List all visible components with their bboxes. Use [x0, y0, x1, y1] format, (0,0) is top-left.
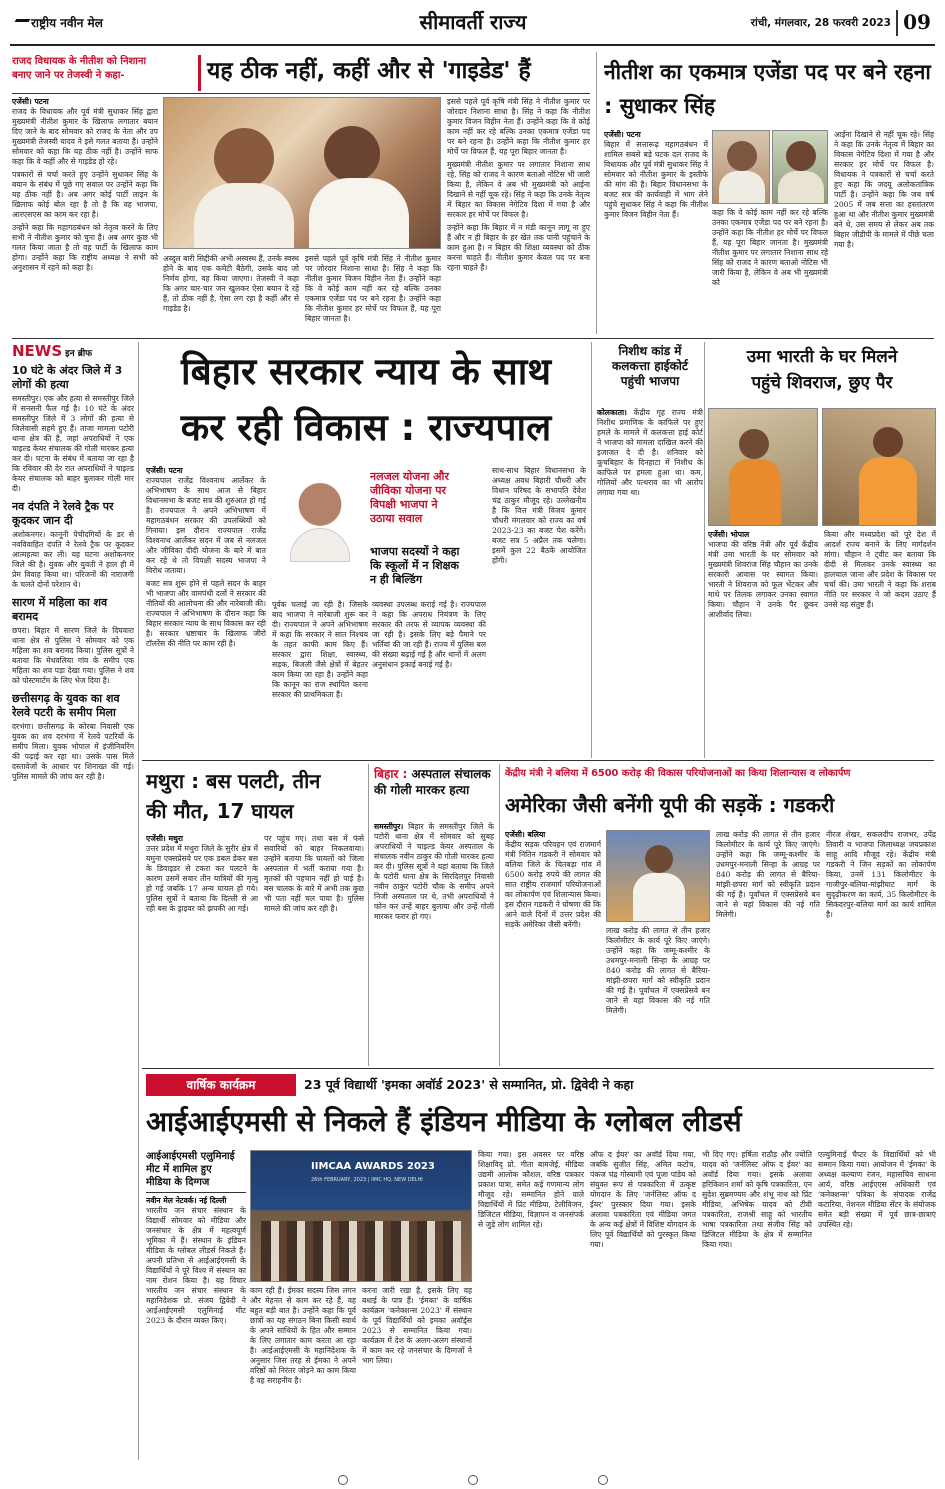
nitish-photo [712, 130, 770, 204]
paper-logo [14, 14, 184, 34]
iimc-awards-photo: IIMCAA AWARDS 2023 26th FEBRUARY, 2023 | IIMC HQ, NEW DELHI [250, 1150, 472, 1282]
registration-mark-icon [338, 1475, 348, 1485]
tejashwi-kicker: राजद विधायक के नीतीश को निशाना बनाए जाने पर तेजस्वी ने कहा- [12, 56, 147, 81]
bjp-court-col1: कोलकाता। केंद्रीय गृह राज्य मंत्री निशीथ प्रमाणिक के काफिले पर हुए हमले के मामले में कलकत्ता हाई कोर्ट ने भाजपा को मामला दाखिल करने की इजाजत दे दी है। शनिवार को कूचबिहार के दिनहाटा में निशीथ के काफिले पर हमला हुआ था। कम, गोलियों और पत्थराव का भी आरोप लगाया गया था। [597, 408, 703, 497]
news-brief-item: छत्तीसगढ़ के युवक का शव रेलवे पटरी के समीप मिला दरभंगा। छत्तीसगढ़ के कोरबा निवासी एक युवक का शव दरभंगा में रेलवे पटरियों के समीप मिला। युवक भोपाल में इंजीनियरिंग की पढ़ाई कर रहा था। उसके पास मिले दस्तावेजों के आधार पर शिनाख्त की गई। पुलिस मामले की जांच कर रही है। [12, 692, 134, 781]
iimc-col5: ऑफ द ईयर' का अवॉर्ड दिया गया, जबकि सुजीत सिंह, अमित कटोच, पंकज चंद्र गोस्वामी एवं पूजा पांडेय को संयुक्त रूप से पत्रकारिता में उत्कृष्ट योगदान के लिए 'जर्नलिस्ट ऑफ द ईयर' पुरस्कार दिया गया। इसके अलावा पत्रकारिता एवं मीडिया जगत के अन्य कई क्षेत्रों में विशिष्ट योगदान के लिए पूर्व विद्यार्थियों को पुरस्कृत किया गया। [590, 1150, 696, 1249]
registration-mark-icon [598, 1475, 608, 1485]
tejashwi-headline: यह ठीक नहीं, कहीं और से 'गाइडेड' हैं [198, 55, 590, 91]
registration-mark-icon [468, 1475, 478, 1485]
uma-col1: एजेंसी। भोपाल भाजपा की वरिष्ठ नेत्री और पूर्व केंद्रीय मंत्री उमा भारती के घर सोमवार को मुख्यमंत्री शिवराज सिंह चौहान का उनके सरकारी आवास पर स्वागत किया। भारती ने शिवराज को फूल भेंटकर और माथे पर तिलक लगाकर उनका स्वागत किया। चौहान ने उनके पैर छूकर आशीर्वाद लिया। [708, 530, 818, 619]
governor-photo [272, 466, 368, 562]
bird-icon [14, 19, 30, 27]
sudhakar-headline: नीतीश का एकमात्र एजेंडा पद पर बने रहना : सुधाकर सिंह [604, 60, 931, 118]
gadkari-headline: अमेरिका जैसी बनेंगी यूपी की सड़कें : गडकरी [505, 793, 835, 817]
governor-col2: पूर्वक चलाई जा रही है। जिसके बाद भाजपा ने नारेबाजी शुरू कर दी। राज्यपाल ने अपने अभिभाषण में कहा कि सरकार ने सात निश्चय के तहत काफी काम किए हैं। सरकार द्वारा शिक्षा, स्वास्थ्य, सड़क, बिजली जैसे क्षेत्रों में बेहतर काम किया जा रहा है। उन्होंने कहा कि कानून का राज स्थापित करना सरकार की प्राथमिकता है। [272, 600, 368, 699]
iimc-headline: आईआईएमसी से निकले हैं इंडियन मीडिया के ग्लोबल लीडर्स [146, 1106, 742, 1138]
mathura-col2: पर पहुंच गए। तथा बस में फंसे सवारियों को बाहर निकलवाया। उन्होंने बताया कि घायलों को जिला अस्पताल में भर्ती कराया गया है। मृतकों की पहचान नहीं हो पाई है। बस चालक के बारे में अभी तक कुछ भी पता नहीं चल पाया है। पुलिस मामले की जांच कर रही है। [264, 834, 364, 913]
uma-shivraj-photo-1 [708, 408, 818, 526]
tejashwi-col4: इससे पहले पूर्व कृषि मंत्री सिंह ने नीतीश कुमार पर जोरदार निशाना साधा है। सिंह ने कहा कि नीतीश कुमार विजन विहीन नेता हैं। उन्होंने कहा कि वे कोई काम नहीं कर रहे बल्कि उनका एकमात्र एजेंडा पद पर बने रहना है। उन्होंने कहा कि नीतीश कुमार हर मोर्चे पर विफल हैं, यह पूरा बिहार जानता है। [305, 254, 441, 323]
person-figure [309, 178, 409, 249]
bjp-court-headline: निशीथ कांड में कलकत्ता हाईकोर्ट पहुंची भाजपा [612, 344, 688, 388]
news-brief-item: सारण में महिला का शव बरामद छपरा। बिहार में सारण जिले के दिघवारा थाना क्षेत्र से पुलिस ने सोमवार को एक महिला का शव बरामद किया। पुलिस सूत्रों ने बताया कि मेथवलिया गांव के समीप एक महिला का शव पड़ा देखा गया। पुलिस ने शव को पोस्टमार्टम के लिए भेज दिया है। [12, 596, 134, 685]
gadkari-banner: केंद्रीय मंत्री ने बलिया में 6500 करोड़ की विकास परियोजनाओं का किया शिलान्यास व लोकार्पण [505, 768, 851, 779]
sudhakar-photo [772, 130, 828, 204]
iimc-box: आईआईएमसी एलुमिनाई मीट में शामिल हुए मीडिया के दिग्गज नवीन मेल नेटवर्क। नई दिल्ली भारतीय जन संचार संस्थान के विद्यार्थी सोमवार को मीडिया और जनसंचार के क्षेत्र में महत्वपूर्ण भूमिका में हैं। संस्थान के इंडियन मीडिया के ग्लोबल लीडर्स निकले हैं। अपनी प्रतिभा से आईआईएमसी के विद्यार्थियों ने पूरे विश्व में संस्थान का नाम रोशन किया है। यह विचार भारतीय जन संचार संस्थान के महानिदेशक प्रो. संजय द्विवेदी ने आईआईएमसी एलुमिनाई मीट 2023 के दौरान व्यक्त किए। [146, 1151, 246, 1325]
person-figure [324, 126, 380, 182]
news-brief-item: 10 घंटे के अंदर जिले में 3 लोगों की हत्या समस्तीपुर। एक और हत्या से समस्तीपुर जिले में सनसनी फैल गई है। 10 घंटे के अंदर समस्तीपुर जिले में 3 लोगों की हत्या से जिलेवासी सहमे हुए हैं। ताजा मामला पटोरी थाना क्षेत्र की है, जहां अपराधियों ने एक चाइल्ड केयर संचालक की गोली मारकर हत्या कर दी। घटना के संबंध में बताया जा रहा है कि रविवार की देर रात अपराधियों ने चाइल्ड केयर संचालक को बाहर बुलाकर गोली मार दी। [12, 364, 134, 493]
uma-col2: किया और मध्यप्रदेश को पूरे देश में आदर्श राज्य बनाने के लिए मार्गदर्शन मांगा। चौहान ने ट्वीट कर बताया कि दीदी से मिलकर उनके स्वास्थ्य का हालचाल जाना और प्रदेश के विकास पर चर्चा की। उमा भारती ने कहा कि शराब नीति पर सरकार ने जो कदम उठाए हैं उनसे वह संतुष्ट हैं। [824, 530, 936, 609]
person-figure [194, 183, 294, 249]
tejashwi-col5: इससे पहले पूर्व कृषि मंत्री सिंह ने नीतीश कुमार पर जोरदार निशाना साधा है। सिंह ने कहा कि नीतीश कुमार विजन विहीन नेता हैं। उन्होंने कहा कि वे कोई काम नहीं कर रहे बल्कि उनका एकमात्र एजेंडा पद पर बने रहना है। उन्होंने कहा कि नीतीश कुमार हर मोर्चे पर विफल हैं, यह पूरा बिहार जानता है। मुख्यमंत्री नीतीश कुमार पर लगातार निशाना साध रहे, सिंह को राजद ने कारण बताओ नोटिस भी जारी किया है, लेकिन वे अब भी मुख्यमंत्री को आईना दिखाने से नहीं चूक रहे। सिंह ने कहा कि उनके नेतृत्व में बिहार का विकास नेगेटिव दिशा में गया है और सरकार हर मोर्चे पर विफल है। उन्होंने कहा कि बिहार में न मंडी कानून लागू ना हुए हैं और न ही बिहार के हर खेत तक पानी पहुंचाने के काम हुआ है। न बिहार की शिक्षा व्यवस्था को ठीक करना चाहते हैं। नीतीश कुमार केवल पद पर बना रहना चाहते हैं। [447, 97, 590, 272]
gadkari-col4: नीरज शेखर, सकलदीप राजभर, उपेंद्र तिवारी व भाजपा जिलाध्यक्ष जयप्रकाश साहू आदि मौजूद रहे। केंद्रीय मंत्री गडकरी ने जिन सड़कों का लोकार्पण किया, उनमें 131 किलोमीटर के गाजीपुर-बलिया-मांझीघाट मार्ग के सुदृढ़ीकरण का कार्य, 35 किलोमीटर के सिकंदरपुर-बलिया मार्ग का कार्य शामिल है। [826, 830, 936, 919]
sudhakar-col1: एजेंसी। पटना बिहार में सत्तारूढ़ महागठबंधन में शामिल सबसे बड़े घटक दल राजद के विधायक और पूर्व मंत्री सुधाकर सिंह ने सोमवार को नीतीश कुमार के इस्तीफे की मांग की है। बिहार विधानसभा के बजट सत्र की कार्यवाही में भाग लेने पहुंचे सुधाकर सिंह ने कहा कि नीतीश कुमार विजन विहीन नेता हैं। [604, 130, 708, 219]
governor-pull-quote: नलजल योजना और जीविका योजना पर विपक्षी भाजपा ने उठाया सवाल [370, 470, 449, 525]
governor-col4: साथ-साथ बिहार विधानसभा के अध्यक्ष अवध बिहारी चौधरी और विधान परिषद के सभापति देवेश चंद्र ठाकुर मौजूद रहे। उल्लेखनीय है कि वित्त मंत्री विजय कुमार चौधरी मंगलवार को राज्य का वर्ष 2023-23 का बजट पेश करेंगे। बजट सत्र 5 अप्रैल तक चलेगा। इसमें कुल 22 बैठकें आयोजित होंगी। [492, 466, 586, 565]
iimc-box-title: आईआईएमसी एलुमिनाई मीट में शामिल हुए मीडिया के दिग्गज [146, 1150, 246, 1193]
tejashwi-col1: एजेंसी। पटना राजद के विधायक और पूर्व मंत्री सुधाकर सिंह द्वारा मुख्यमंत्री नीतीश कुमार के खिलाफ लगातार बयान दिए जाने के बाद सोमवार को राजद के नेता और उप मुख्यमंत्री तेजस्वी यादव ने इसे गलत बताया है। उन्होंने सोमवार को कहा कि यह ठीक नहीं है। उन्होंने साफ कहा कि वे कहीं और से गाइडेड हो रहे। पत्रकारों से चर्चा करते हुए उन्होंने सुधाकर सिंह के बयान के संबंध में पूछे गए सवाल पर उन्होंने कहा कि यह ठीक नहीं है। अब अगर कोई पार्टी लाइन के खिलाफ कोई बोल रहा है तो है कि वह भाजपा, आरएसएस का काम कर रहा है। उन्होंने कहा कि महागठबंधन को नेतृत्व करने के लिए सभी ने नीतीश कुमार को चुना है। अब अगर कुछ भी गलत किया जाता है तो वह पार्टी के खिलाफ काम होगा। उन्होंने कहा कि राष्ट्रीय अध्यक्ष ने सभी को अनुशासन में रहने को कहा है। [12, 97, 158, 272]
samastipur-headline: बिहार : अस्पताल संचालक की गोली मारकर हत्या [374, 767, 491, 797]
governor-pull-quote-2: भाजपा सदस्यों ने कहा कि स्कूलों में न शिक्षक न ही बिल्डिंग [370, 545, 460, 586]
news-brief-label: NEWS इन ब्रीफ [12, 342, 93, 360]
tejashwi-nitish-photo [163, 97, 441, 249]
mathura-headline: मथुरा : बस पलटी, तीन की मौत, 17 घायल [146, 769, 321, 823]
gadkari-photo [606, 830, 710, 922]
gadkari-col1: एजेंसी। बलिया केंद्रीय सड़क परिवहन एवं राजमार्ग मंत्री नितिन गडकरी ने सोमवार को बलिया जिले के चितबड़ा गांव में 6500 करोड़ रुपये की लागत की सात राष्ट्रीय राजमार्ग परियोजनाओं का लोकार्पण एवं शिलान्यास किया। इस दौरान गडकरी ने घोषणा की कि आने वाले दिनों में उत्तर प्रदेश की सड़कें अमेरिका जैसी बनेंगी। [505, 830, 601, 929]
news-brief-item: नव दंपति ने रेलवे ट्रैक पर कूदकर जान दी अशोकनगर। कानूनी पेचीदगियों के डर से नवविवाहित दंपति ने रेलवे ट्रैक पर कूदकर आत्महत्या कर ली। यह घटना अशोकनगर जिले की है। युवक और युवती ने हाल ही में प्रेम विवाह किया था। परिजनों की नाराजगी के चलते दोनों परेशान थे। [12, 500, 134, 589]
iimc-col6: भी दिए गए। हर्षिता राठौड़ और ज्योति यादव को 'जर्नलिस्ट ऑफ द ईयर' का अवॉर्ड दिया गया। इसके अलावा हरिकिशन शर्मा को कृषि पत्रकारिता, एन सुदेश सुब्रमण्यम और शंभू नाथ को प्रिंट मीडिया, अभिषेक यादव को टीवी पत्रकारिता, राजश्री साहू को भारतीय भाषा पत्रकारिता तथा संजीव सिंह को डिजिटल मीडिया के क्षेत्र में सम्मानित किया गया। [702, 1150, 812, 1249]
governor-col1: एजेंसी। पटना राज्यपाल राजेंद्र विश्वनाथ आर्लेकर के अभिभाषण के साथ आज से बिहार विधानसभा के बजट सत्र की शुरुआत हो गई है। राज्यपाल ने अपने अभिभाषण में महागठबंधन सरकार की उपलब्धियों को गिनाया। इस दौरान राज्यपाल राजेंद्र विश्वनाथ आर्लेकर सदन में जब से नलजल और जीविका दीदी योजना के बारे में बात कर रहे थे तो विपक्षी सदस्य भाजपा ने विरोध जताया। बजट सत्र शुरू होने से पहले सदन के बाहर भी भाजपा और वामपंथी दलों ने सरकार की नीतियों की आलोचना की और नारेबाजी की। राज्यपाल ने अभिभाषण के दौरान कहा कि बिहार सरकार न्याय के साथ विकास कर रही है। सरकार भ्रष्टाचार के खिलाफ जीरो टॉलरेंस की नीति पर काम रही है। [146, 466, 266, 648]
iimc-subhead: 23 पूर्व विद्यार्थी 'इमका अवॉर्ड 2023' से सम्मानित, प्रो. द्विवेदी ने कहा [304, 1077, 634, 1092]
print-registration-strip [0, 1470, 945, 1489]
section-title: सीमावर्ती राज्य [419, 10, 527, 34]
gadkari-col3: लाख करोड़ की लागत से तीन हजार किलोमीटर के कार्य पूरे किए जाएंगे। उन्होंने कहा कि जम्मू-कश्मीर के उधमपुर-मनाली सिन्हा के आग्रह पर 840 करोड़ की लागत से बैरिया-मांझी-छपरा मार्ग को स्वीकृति प्रदान की गई है। पूर्वांचल में एक्सप्रेसवे बन जाने से यहां विकास की नई गति मिलेगी। [716, 830, 820, 919]
iimc-col4: किया गया। इस अवसर पर वरिष्ठ शिक्षाविद् प्रो. गीता बामजेई, मीडिया उद्यमी आलोक कौशल, वरिष्ठ पत्रकार प्रकाश पात्रा, समेत कई गणमान्य लोग मौजूद रहे। सम्मानित होने वाले विद्यार्थियों में प्रिंट मीडिया, टेलीविजन, डिजिटल मीडिया, विज्ञापन व जनसंपर्क से जुड़े लोग शामिल रहे। [478, 1150, 584, 1229]
iimc-label: वार्षिक कार्यक्रम [146, 1074, 296, 1096]
tejashwi-col3: अब्दुल बारी सिद्दीकी अभी अस्वस्थ हैं, उनके स्वस्थ होने के बाद एक कमेटी बैठेगी, उसके बाद जो निर्णय होगा, वह किया जाएगा। तेजस्वी ने कहा कि अगर चार-चार जन खुलकर ऐसा बयान दे रहे हैं, तो ठीक नहीं है, ऐसा लग रहा है कहीं और से गाइडेड है। [163, 254, 299, 313]
person-figure [214, 128, 274, 188]
governor-headline: बिहार सरकार न्याय के साथ कर रही विकास : राज्यपाल [180, 350, 552, 449]
sudhakar-col2: कहा कि वे कोई काम नहीं कर रहे बल्कि उनका एकमात्र एजेंडा पद पर बने रहना है। उन्होंने कहा कि नीतीश हर मोर्चे पर विफल हैं, यह पूरा बिहार जानता है। मुख्यमंत्री नीतीश कुमार पर लगातार निशाना साध रहे सिंह को राजद ने कारण बताओ नोटिस भी जारी किया है, लेकिन वे अब भी मुख्यमंत्री को [712, 208, 828, 287]
paper-name: राष्ट्रीय नवीन मेल [31, 16, 103, 30]
dateline: रांची, मंगलवार, 28 फरवरी 2023 [750, 17, 891, 29]
page-number: 09 [896, 10, 936, 36]
iimc-col2: काम रही हैं। ईमका सदस्य जिस लगन और मेहनत से काम कर रहे हैं, वह बहुत बड़ी बात है। उन्होंने कहा कि पूर्व छात्रों का यह संगठन बिना किसी स्वार्थ के अपने साथियों के हित और सम्मान के लिए लगातार काम करता आ रहा है। आईआईएमसी के महानिदेशक के अनुसार जिस तरह से ईमका ने अपने वरिष्ठों को निरंतर जोड़ने का काम किया है वह सराहनीय है। [250, 1286, 356, 1385]
masthead [0, 0, 945, 46]
iimc-col7: एल्युमिनाई चैप्टर के विद्यार्थियों को भी सम्मान किया गया। आयोजन में 'ईमका' के अध्यक्ष कल्याण रंजन, महासचिव साधना आर्य, वरिष्ठ आईएएस अधिकारी एवं 'कनेक्शन्स' पत्रिका के संपादक राजेंद्र कटारिया, नेशनल मीडिया सेंटर के संयोजक समेत बड़ी संख्या में पूर्व छात्र-छात्राएं उपस्थित रहे। [818, 1150, 936, 1229]
mathura-col1: एजेंसी। मथुरा उत्तर प्रदेश में मथुरा जिले के सुरीर क्षेत्र में यमुना एक्सप्रेसवे पर एक डबल डेकर बस के डिवाइडर से टकरा कर पलटने के कारण उसमें सवार तीन यात्रियों की मृत्यु हो गई जबकि 17 अन्य घायल हो गये। पुलिस सूत्रों ने बताया कि दिल्ली से आ रही बस के ड्राइवर को झपकी आ गई। [146, 834, 258, 913]
iimc-col3: करना जारी रखा है, इसके लिए वह बधाई के पात्र हैं। 'ईमका' के वार्षिक कार्यक्रम 'कनेक्शन्स 2023' में संस्थान के पूर्व विद्यार्थियों को इमका अवॉर्ड्स 2023 से सम्मानित किया गया। कार्यक्रम में देश के अलग-अलग संस्थानों में काम कर रहे जनसंचार के दिग्गजों ने भाग लिया। [362, 1286, 472, 1365]
sudhakar-col3: आईना दिखाने से नहीं चूक रहे। सिंह ने कहा कि उनके नेतृत्व में बिहार का विकास नेगेटिव दिशा में गया है और सरकार हर मोर्चे पर विफल है। विधायक ने पत्रकारों से चर्चा करते हुए कहा कि जदयू अलोकतांत्रिक पार्टी है। उन्होंने कहा कि जब वर्ष 2005 में जब सत्ता का हस्तांतरण हुआ था और नीतीश कुमार मुख्यमंत्री बने थे, उस समय से लेकर अब तक बिहार जीडीपी के मामले में पीछे चला गया है। [834, 130, 934, 249]
governor-col3: व्यवस्था उपलब्ध कराई गई है। राज्यपाल ने कहा कि अपराध नियंत्रण के लिए सरकार की तरफ से व्यापक व्यवस्था की जा रही है। इसके लिए बड़े पैमाने पर भर्तियां की जा रही हैं। राज्य में पुलिस बल की संख्या बढ़ाई गई है और थानों में अलग अनुसंधान इकाई बनाई गई है। [372, 600, 486, 669]
news-brief-column [12, 342, 134, 1460]
uma-shivraj-photo-2 [822, 408, 936, 526]
gadkari-col2: लाख करोड़ की लागत से तीन हजार किलोमीटर के कार्य पूरे किए जाएंगे। उन्होंने कहा कि जम्मू-कश्मीर के उधमपुर-मनाली सिन्हा के आग्रह पर 840 करोड़ की लागत से बैरिया-मांझी-छपरा मार्ग को स्वीकृति प्रदान की गई है। पूर्वांचल में एक्सप्रेसवे बन जाने से यहां विकास की नई गति मिलेगी। [606, 926, 710, 1015]
uma-headline: उमा भारती के घर मिलने पहुंचे शिवराज, छुए पैर [746, 347, 898, 393]
awards-banner-text: IIMCAA AWARDS 2023 [311, 1161, 435, 1172]
samastipur-col1: समस्तीपुर। बिहार के समस्तीपुर जिले के पटोरी थाना क्षेत्र में सोमवार को सुबह अपराधियों ने चाइल्ड केयर अस्पताल के संचालक नवीन ठाकुर की गोली मारकर हत्या कर दी। पुलिस सूत्रों ने यहां बताया कि जिले के पटोरी थाना क्षेत्र के सिरदिलपुर निवासी नवीन ठाकुर पटोरी चौक के समीप अपने निजी अस्पताल पर थे, तभी अपराधियों ने फोन कर उन्हें बाहर बुलाया और उन्हें गोली मारकर फरार हो गए। [374, 822, 494, 921]
